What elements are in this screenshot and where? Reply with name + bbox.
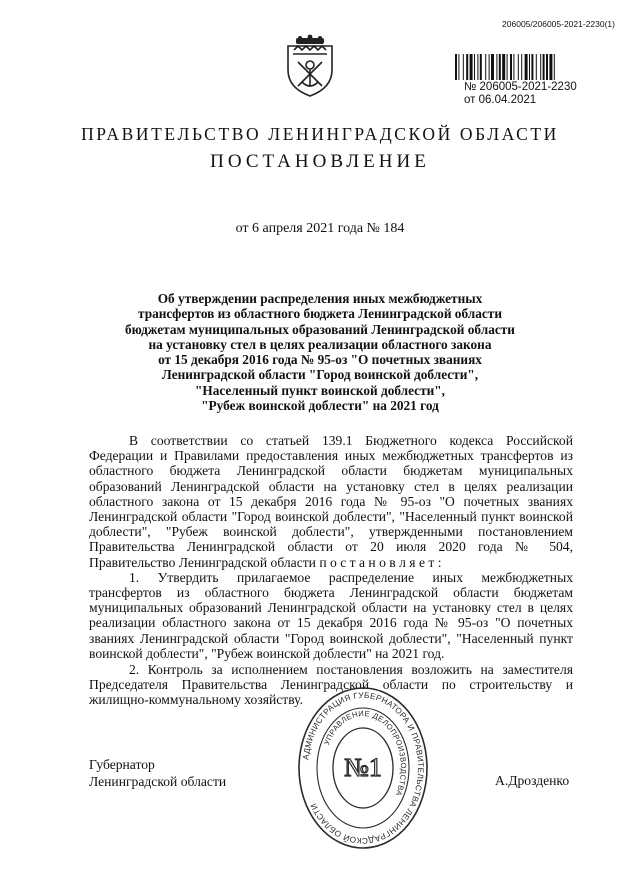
document-body (89, 433, 573, 708)
title-line: трансфертов из областного бюджета Ленинградской области (138, 306, 502, 322)
organization-name: ПРАВИТЕЛЬСТВО ЛЕНИНГРАДСКОЙ ОБЛАСТИ (81, 124, 559, 144)
title-line: бюджетам муниципальных образований Ленинградской области (125, 321, 515, 337)
registration-stamp (464, 81, 577, 107)
body-paragraph-item-1: 1. Утвердить прилагаемое распределение иных межбюджетных трансфертов из областного бюджета Ленинградской области бюджетам муниципальных образований Ленинградской области на установку стел в целях реализации областного закона от 15 декабря 2016 года № 95-оз "О почетных званиях Ленинградской области "Город воинской доблести", "Населенный пункт воинской доблести", "Рубеж воинской доблести" на 2021 год. (89, 569, 573, 661)
signatory-region: Ленинградской области (89, 774, 227, 789)
seal-inner-text: УПРАВЛЕНИЕ ДЕЛОПРОИЗВОДСТВА (322, 708, 409, 798)
body-paragraph-intro: В соответствии со статьей 139.1 Бюджетного кодекса Российской Федерации и Правилами предоставления иных межбюджетных трансфертов из областного бюджета Ленинградской области бюджетам муниципальных образований Ленинградской области на установку стел в целях реализации областного закона от 15 декабря 2016 года № 95-оз "О почетных званиях Ленинградской области "Город воинской доблести", "Населенный пункт воинской доблести", "Рубеж воинской доблести", утвержденными постановлением Правительства Ленинградской области от 20 июля 2020 года № 504, Правительство Ленинградской области п о с т а н о в л я е т : (89, 433, 573, 570)
document-date: от 6 апреля 2021 года № 184 (235, 221, 405, 236)
document-title (0, 291, 640, 413)
signatory-title: Губернатор (89, 757, 155, 772)
signatory-position (89, 756, 226, 790)
barcode-icon (455, 54, 583, 80)
body-paragraph-item-2: 2. Контроль за исполнением постановления возложить на заместителя Председателя Правительства Ленинградской области по строительству и жилищно-коммунальному хозяйству. (89, 662, 573, 708)
signatory-name: А.Дрозденко (495, 773, 570, 788)
title-line: "Населенный пункт воинской доблести", (195, 382, 445, 398)
registration-number: № 206005-2021-2230 (464, 81, 577, 93)
seal-ring-text: АДМИНИСТРАЦИЯ ГУБЕРНАТОРА И ПРАВИТЕЛЬСТВА ЛЕНИНГРАДСКОЙ ОБЛАСТИ (301, 690, 426, 846)
official-seal-icon (297, 686, 429, 851)
seal-number: №1 (344, 753, 382, 782)
title-line: Ленинградской области "Город воинской доблести", (161, 367, 479, 383)
registration-date: от 06.04.2021 (464, 94, 537, 106)
coat-of-arms-icon (280, 34, 340, 98)
document-id: 206005/206005-2021-2230(1) (502, 19, 615, 29)
title-line: на установку стел в целях реализации областного закона (148, 336, 492, 352)
title-line: Об утверждении распределения иных межбюджетных (157, 291, 483, 306)
title-line: от 15 декабря 2016 года № 95-оз "О почетных званиях (158, 352, 482, 368)
title-line: "Рубеж воинской доблести" на 2021 год (201, 398, 439, 414)
document-type: ПОСТАНОВЛЕНИЕ (210, 151, 430, 172)
